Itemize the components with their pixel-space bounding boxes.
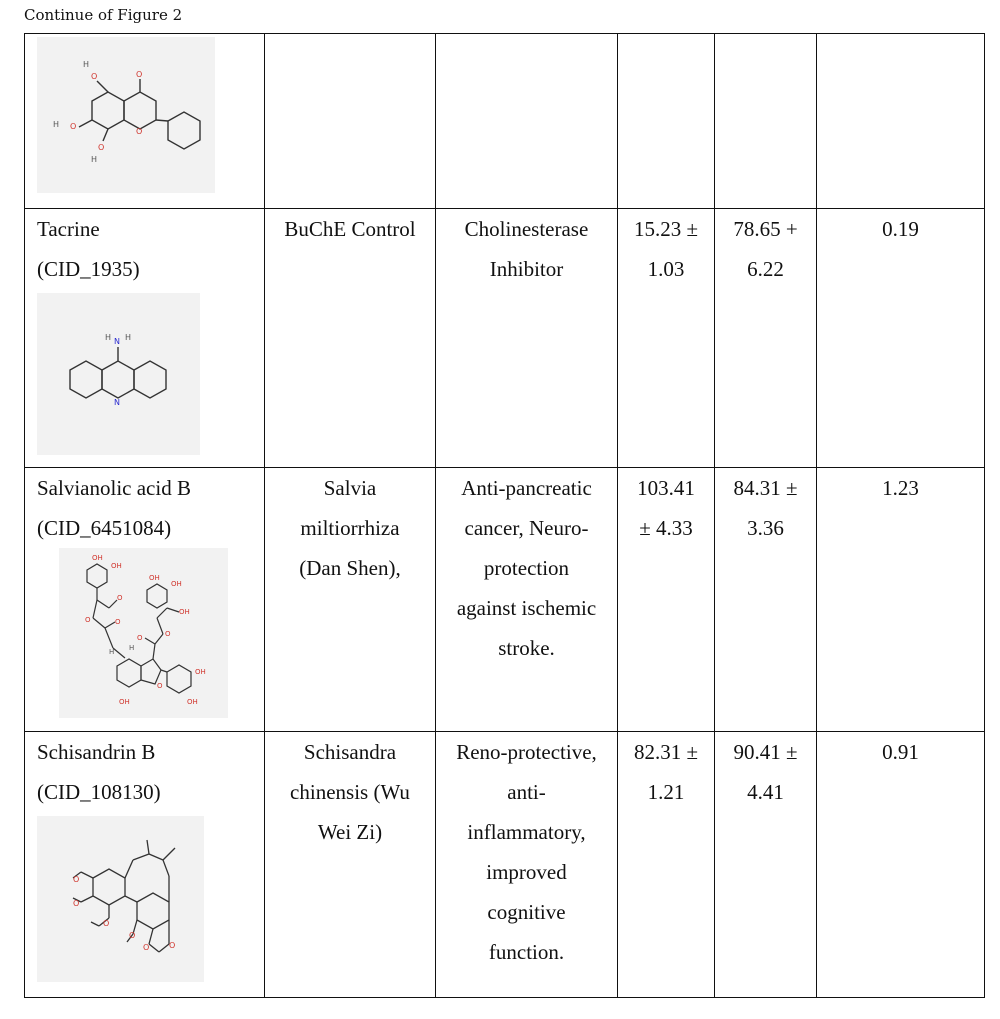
activity-cell: Anti-pancreatic cancer, Neuro- protection against ischemic stroke. (436, 468, 618, 732)
svg-text:H: H (125, 333, 132, 342)
compound-table (24, 33, 985, 998)
selectivity-cell: 0.91 (817, 732, 985, 998)
svg-text:O: O (143, 943, 150, 952)
svg-text:OH: OH (92, 554, 103, 562)
source-cell: Schisandra chinensis (Wu Wei Zi) (265, 732, 436, 998)
svg-text:H: H (83, 60, 90, 69)
svg-text:O: O (137, 634, 143, 642)
table-row (25, 468, 985, 732)
table-row (25, 732, 985, 998)
selectivity-cell (817, 34, 985, 209)
svg-text:O: O (117, 594, 123, 602)
svg-text:O: O (115, 618, 121, 626)
svg-text:N: N (114, 337, 120, 346)
compound-cell (25, 209, 265, 468)
compound-cell (25, 732, 265, 998)
svg-text:H: H (53, 120, 60, 129)
source-cell: BuChE Control (265, 209, 436, 468)
flavone-structure-icon (37, 37, 215, 193)
compound-name: Schisandrin B (37, 740, 156, 764)
svg-text:O: O (85, 616, 91, 624)
salvianolic-acid-b-structure-icon (59, 548, 228, 718)
ic50-buche-cell: 78.65 + 6.22 (715, 209, 817, 468)
compound-cid: (CID_6451084) (37, 516, 172, 540)
svg-text:H: H (105, 333, 112, 342)
svg-text:O: O (73, 899, 80, 908)
compound-cell (25, 34, 265, 209)
svg-text:H: H (129, 644, 135, 652)
svg-text:O: O (98, 143, 105, 152)
svg-text:H: H (91, 155, 98, 164)
activity-cell: Reno-protective, anti- inflammatory, improved cognitive function. (436, 732, 618, 998)
ic50-ache-cell (618, 34, 715, 209)
svg-text:O: O (169, 941, 176, 950)
svg-text:O: O (91, 72, 98, 81)
tacrine-structure-icon (37, 293, 200, 455)
svg-text:O: O (165, 630, 171, 638)
ic50-ache-cell: 15.23 ± 1.03 (618, 209, 715, 468)
svg-text:OH: OH (187, 698, 198, 706)
compound-cid: (CID_1935) (37, 257, 140, 281)
ic50-buche-cell: 90.41 ± 4.41 (715, 732, 817, 998)
svg-text:OH: OH (119, 698, 130, 706)
svg-text:O: O (136, 70, 143, 79)
compound-cid: (CID_108130) (37, 780, 161, 804)
table-row (25, 209, 985, 468)
svg-text:OH: OH (111, 562, 122, 570)
source-cell: Salvia miltiorrhiza (Dan Shen), (265, 468, 436, 732)
svg-text:OH: OH (149, 574, 160, 582)
ic50-ache-cell: 103.41 ± 4.33 (618, 468, 715, 732)
table-row (25, 34, 985, 209)
ic50-buche-cell: 84.31 ± 3.36 (715, 468, 817, 732)
ic50-ache-cell: 82.31 ± 1.21 (618, 732, 715, 998)
selectivity-cell: 0.19 (817, 209, 985, 468)
svg-text:O: O (129, 931, 136, 940)
figure-caption: Continue of Figure 2 (24, 6, 183, 24)
compound-name: Salvianolic acid B (37, 476, 191, 500)
svg-text:OH: OH (195, 668, 206, 676)
compound-name: Tacrine (37, 217, 100, 241)
selectivity-cell: 1.23 (817, 468, 985, 732)
svg-text:OH: OH (171, 580, 182, 588)
source-cell (265, 34, 436, 209)
svg-text:O: O (136, 127, 143, 136)
svg-text:N: N (114, 398, 120, 407)
svg-text:O: O (157, 682, 163, 690)
activity-cell: Cholinesterase Inhibitor (436, 209, 618, 468)
activity-cell (436, 34, 618, 209)
svg-text:O: O (70, 122, 77, 131)
svg-text:O: O (73, 875, 80, 884)
compound-cell (25, 468, 265, 732)
ic50-buche-cell (715, 34, 817, 209)
schisandrin-b-structure-icon (37, 816, 204, 982)
svg-text:O: O (103, 919, 110, 928)
svg-text:OH: OH (179, 608, 190, 616)
svg-text:H: H (109, 648, 115, 656)
